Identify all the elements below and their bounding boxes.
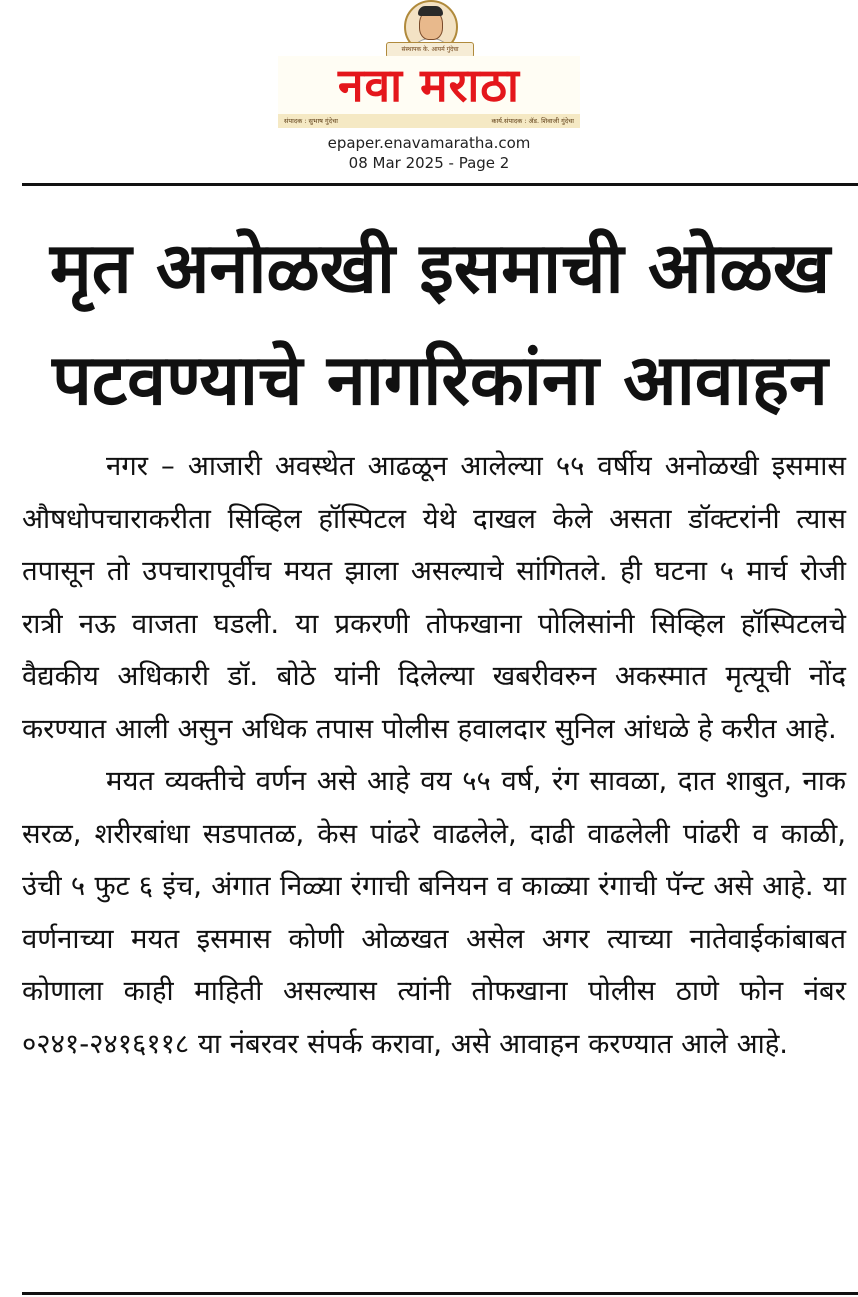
editor-credits	[278, 114, 580, 128]
article-body	[22, 440, 846, 1070]
article-paragraph: नगर – आजारी अवस्थेत आढळून आलेल्या ५५ वर्षीय अनोळखी इसमास औषधोपचाराकरीता सिव्हिल हॉस्पिटल येथे दाखल केले असता डॉक्टरांनी त्यास तपासून तो उपचारापूर्वीच मयत झाला असल्याचे सांगितले. ही घटना ५ मार्च रोजी रात्री नऊ वाजता घडली. या प्रकरणी तोफखाना पोलिसांनी सिव्हिल हॉस्पिटलचे वैद्यकीय अधिकारी डॉ. बोठे यांनी दिलेल्या खबरीवरुन अकस्मात मृत्यूची नोंद करण्यात आली असुन अधिक तपास पोलीस हवालदार सुनिल आंधळे हे करीत आहे.	[22, 450, 846, 745]
founder-ribbon: संस्थापक के. आयर्म गुंदेचा	[386, 42, 474, 58]
editor-right: कार्य.संपादक : ॲड. शिवाजी गुंदेचा	[491, 117, 574, 125]
founder-portrait	[386, 0, 472, 60]
newspaper-logo: नवा मराठा	[278, 56, 580, 114]
masthead	[278, 0, 580, 130]
top-divider	[22, 183, 858, 186]
bottom-divider	[22, 1292, 858, 1295]
editor-left: संपादक : सुभाष गुंदेचा	[284, 117, 338, 125]
article-paragraph: मयत व्यक्तीचे वर्णन असे आहे वय ५५ वर्ष, रंग सावळा, दात शाबुत, नाक सरळ, शरीरबांधा सडपातळ, केस पांढरे वाढलेले, दाढी वाढलेली पांढरी व काळी, उंची ५ फुट ६ इंच, अंगात निळ्या रंगाची बनियन व काळ्या रंगाची पॅन्ट असे आहे. या वर्णनाच्या मयत इसमास कोणी ओळखत असेल अगर त्याच्या नातेवाईकांबाबत कोणाला काही माहिती असल्यास त्यांनी तोफखाना पोलीस ठाणे फोन नंबर ०२४१-२४१६११८ या नंबरवर संपर्क करावा, असे आवाहन करण्यात आले आहे.	[22, 765, 846, 1060]
site-url: epaper.enavamaratha.com	[327, 134, 531, 152]
article-headline: मृत अनोळखी इसमाची ओळख पटवण्याचे नागरिकांना आवाहन	[49, 227, 831, 421]
issue-date: 08 Mar 2025 - Page 2	[348, 154, 510, 172]
